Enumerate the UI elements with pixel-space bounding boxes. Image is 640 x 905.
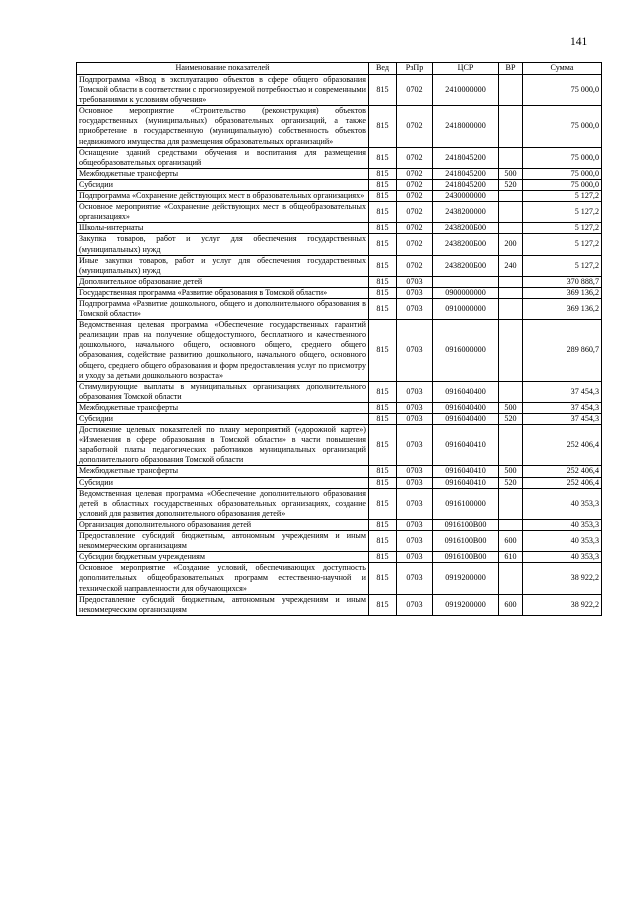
cell-vr bbox=[499, 147, 523, 168]
cell-sum: 37 454,3 bbox=[523, 381, 602, 402]
cell-vr bbox=[499, 106, 523, 147]
cell-rzpr: 0702 bbox=[397, 106, 433, 147]
table-row bbox=[77, 191, 602, 202]
cell-csr: 0916040410 bbox=[433, 425, 499, 466]
header-csr: ЦСР bbox=[433, 63, 499, 75]
cell-name: Школы-интернаты bbox=[77, 223, 369, 234]
table-row bbox=[77, 563, 602, 594]
cell-rzpr: 0702 bbox=[397, 179, 433, 190]
cell-sum: 40 353,3 bbox=[523, 552, 602, 563]
cell-rzpr: 0703 bbox=[397, 320, 433, 382]
cell-ved: 815 bbox=[369, 425, 397, 466]
cell-csr: 0916040400 bbox=[433, 414, 499, 425]
cell-rzpr: 0703 bbox=[397, 552, 433, 563]
cell-name: Субсидии bbox=[77, 179, 369, 190]
cell-ved: 815 bbox=[369, 234, 397, 255]
cell-name: Межбюджетные трансферты bbox=[77, 402, 369, 413]
cell-name: Стимулирующие выплаты в муниципальных организациях дополнительного образования Томской области bbox=[77, 381, 369, 402]
cell-csr: 0919200000 bbox=[433, 563, 499, 594]
table-row bbox=[77, 287, 602, 298]
cell-ved: 815 bbox=[369, 414, 397, 425]
header-rzpr: РзПр bbox=[397, 63, 433, 75]
table-row bbox=[77, 106, 602, 147]
cell-ved: 815 bbox=[369, 255, 397, 276]
cell-vr bbox=[499, 563, 523, 594]
cell-csr: 2418000000 bbox=[433, 106, 499, 147]
cell-rzpr: 0703 bbox=[397, 381, 433, 402]
cell-sum: 5 127,2 bbox=[523, 234, 602, 255]
cell-sum: 38 922,2 bbox=[523, 594, 602, 615]
cell-vr: 600 bbox=[499, 594, 523, 615]
cell-vr: 500 bbox=[499, 402, 523, 413]
table-row bbox=[77, 594, 602, 615]
table-header-row bbox=[77, 63, 602, 75]
cell-rzpr: 0703 bbox=[397, 477, 433, 488]
cell-rzpr: 0703 bbox=[397, 594, 433, 615]
cell-vr: 520 bbox=[499, 477, 523, 488]
cell-rzpr: 0702 bbox=[397, 223, 433, 234]
cell-csr: 0916040400 bbox=[433, 381, 499, 402]
cell-rzpr: 0702 bbox=[397, 255, 433, 276]
table-row bbox=[77, 75, 602, 106]
cell-vr bbox=[499, 320, 523, 382]
table-row bbox=[77, 234, 602, 255]
budget-table bbox=[76, 62, 602, 616]
cell-ved: 815 bbox=[369, 552, 397, 563]
cell-rzpr: 0703 bbox=[397, 488, 433, 519]
cell-rzpr: 0702 bbox=[397, 147, 433, 168]
cell-vr: 610 bbox=[499, 552, 523, 563]
cell-ved: 815 bbox=[369, 477, 397, 488]
cell-vr: 520 bbox=[499, 179, 523, 190]
cell-vr: 200 bbox=[499, 234, 523, 255]
cell-csr: 2418045200 bbox=[433, 147, 499, 168]
cell-csr: 0916100В00 bbox=[433, 531, 499, 552]
table-row bbox=[77, 179, 602, 190]
table-row bbox=[77, 402, 602, 413]
cell-ved: 815 bbox=[369, 563, 397, 594]
cell-vr bbox=[499, 381, 523, 402]
table-row bbox=[77, 414, 602, 425]
cell-rzpr: 0703 bbox=[397, 287, 433, 298]
cell-sum: 37 454,3 bbox=[523, 414, 602, 425]
cell-rzpr: 0703 bbox=[397, 563, 433, 594]
cell-name: Закупка товаров, работ и услуг для обеспечения государственных (муниципальных) нужд bbox=[77, 234, 369, 255]
cell-sum: 252 406,4 bbox=[523, 425, 602, 466]
cell-csr: 0916040400 bbox=[433, 402, 499, 413]
table-row bbox=[77, 223, 602, 234]
cell-name: Дополнительное образование детей bbox=[77, 276, 369, 287]
cell-ved: 815 bbox=[369, 402, 397, 413]
cell-ved: 815 bbox=[369, 594, 397, 615]
cell-vr bbox=[499, 191, 523, 202]
cell-sum: 37 454,3 bbox=[523, 402, 602, 413]
cell-sum: 5 127,2 bbox=[523, 223, 602, 234]
cell-csr: 2418045200 bbox=[433, 168, 499, 179]
cell-sum: 252 406,4 bbox=[523, 466, 602, 477]
cell-name: Оснащение зданий средствами обучения и воспитания для размещения общеобразовательных организаций bbox=[77, 147, 369, 168]
cell-rzpr: 0702 bbox=[397, 168, 433, 179]
cell-name: Подпрограмма «Ввод в эксплуатацию объектов в сфере общего образования Томской области в соответствии с прогнозируемой потребностью и современными требованиями к условиям обучения» bbox=[77, 75, 369, 106]
cell-name: Предоставление субсидий бюджетным, автономным учреждениям и иным некоммерческим организациям bbox=[77, 531, 369, 552]
cell-rzpr: 0703 bbox=[397, 531, 433, 552]
cell-rzpr: 0702 bbox=[397, 234, 433, 255]
table-row bbox=[77, 320, 602, 382]
cell-csr: 2438200Б00 bbox=[433, 255, 499, 276]
cell-rzpr: 0702 bbox=[397, 202, 433, 223]
cell-name: Иные закупки товаров, работ и услуг для обеспечения государственных (муниципальных) нужд bbox=[77, 255, 369, 276]
cell-name: Государственная программа «Развитие образования в Томской области» bbox=[77, 287, 369, 298]
cell-rzpr: 0703 bbox=[397, 402, 433, 413]
cell-sum: 75 000,0 bbox=[523, 106, 602, 147]
cell-vr: 520 bbox=[499, 414, 523, 425]
cell-name: Ведомственная целевая программа «Обеспечение дополнительного образования детей в областных государственных образовательных организациях, создание условий для развития дополнительного образования детей» bbox=[77, 488, 369, 519]
cell-csr: 0900000000 bbox=[433, 287, 499, 298]
cell-ved: 815 bbox=[369, 531, 397, 552]
cell-sum: 289 860,7 bbox=[523, 320, 602, 382]
cell-vr bbox=[499, 75, 523, 106]
table-row bbox=[77, 466, 602, 477]
cell-sum: 40 353,3 bbox=[523, 488, 602, 519]
cell-csr: 2410000000 bbox=[433, 75, 499, 106]
cell-name: Субсидии бюджетным учреждениям bbox=[77, 552, 369, 563]
cell-vr bbox=[499, 202, 523, 223]
cell-csr: 2438200000 bbox=[433, 202, 499, 223]
table-row bbox=[77, 488, 602, 519]
cell-name: Субсидии bbox=[77, 477, 369, 488]
cell-name: Подпрограмма «Сохранение действующих мест в образовательных организациях» bbox=[77, 191, 369, 202]
cell-csr: 0910000000 bbox=[433, 298, 499, 319]
cell-sum: 5 127,2 bbox=[523, 255, 602, 276]
cell-sum: 5 127,2 bbox=[523, 191, 602, 202]
cell-ved: 815 bbox=[369, 202, 397, 223]
table-body bbox=[77, 75, 602, 616]
cell-name: Достижение целевых показателей по плану мероприятий («дорожной карте») «Изменения в сфере образования в Томской области» в части повышения заработной платы педагогических работников муниципальных организаций дополнительного образования Томской области bbox=[77, 425, 369, 466]
table-row bbox=[77, 147, 602, 168]
cell-ved: 815 bbox=[369, 179, 397, 190]
cell-vr bbox=[499, 488, 523, 519]
cell-csr: 0919200000 bbox=[433, 594, 499, 615]
cell-sum: 369 136,2 bbox=[523, 287, 602, 298]
cell-sum: 40 353,3 bbox=[523, 531, 602, 552]
cell-sum: 75 000,0 bbox=[523, 168, 602, 179]
cell-ved: 815 bbox=[369, 466, 397, 477]
cell-rzpr: 0703 bbox=[397, 276, 433, 287]
header-name: Наименование показателей bbox=[77, 63, 369, 75]
cell-vr bbox=[499, 276, 523, 287]
cell-vr: 500 bbox=[499, 168, 523, 179]
cell-ved: 815 bbox=[369, 519, 397, 530]
header-sum: Сумма bbox=[523, 63, 602, 75]
table-row bbox=[77, 531, 602, 552]
page-number: 141 bbox=[570, 36, 588, 48]
cell-ved: 815 bbox=[369, 276, 397, 287]
cell-sum: 75 000,0 bbox=[523, 75, 602, 106]
cell-ved: 815 bbox=[369, 320, 397, 382]
cell-ved: 815 bbox=[369, 106, 397, 147]
cell-name: Предоставление субсидий бюджетным, автономным учреждениям и иным некоммерческим организациям bbox=[77, 594, 369, 615]
cell-sum: 252 406,4 bbox=[523, 477, 602, 488]
cell-sum: 40 353,3 bbox=[523, 519, 602, 530]
cell-rzpr: 0703 bbox=[397, 466, 433, 477]
cell-csr: 2438200Б00 bbox=[433, 234, 499, 255]
cell-vr bbox=[499, 287, 523, 298]
cell-rzpr: 0702 bbox=[397, 191, 433, 202]
cell-rzpr: 0702 bbox=[397, 75, 433, 106]
cell-csr bbox=[433, 276, 499, 287]
cell-ved: 815 bbox=[369, 287, 397, 298]
cell-sum: 75 000,0 bbox=[523, 147, 602, 168]
table-row bbox=[77, 519, 602, 530]
cell-csr: 0916040410 bbox=[433, 477, 499, 488]
cell-name: Подпрограмма «Развитие дошкольного, общего и дополнительного образования в Томской области» bbox=[77, 298, 369, 319]
cell-vr bbox=[499, 519, 523, 530]
table-row bbox=[77, 381, 602, 402]
cell-sum: 38 922,2 bbox=[523, 563, 602, 594]
header-ved: Вед bbox=[369, 63, 397, 75]
cell-name: Основное мероприятие «Строительство (реконструкция) объектов государственных (муниципальных) образовательных организаций, а также приобретение в государственную (муниципальную) собственность объектов недвижимого имущества для размещения образовательных организаций» bbox=[77, 106, 369, 147]
cell-rzpr: 0703 bbox=[397, 414, 433, 425]
cell-rzpr: 0703 bbox=[397, 519, 433, 530]
cell-vr: 600 bbox=[499, 531, 523, 552]
cell-name: Межбюджетные трансферты bbox=[77, 466, 369, 477]
cell-name: Межбюджетные трансферты bbox=[77, 168, 369, 179]
cell-ved: 815 bbox=[369, 191, 397, 202]
table-row bbox=[77, 298, 602, 319]
cell-csr: 2438200Б00 bbox=[433, 223, 499, 234]
table-row bbox=[77, 477, 602, 488]
cell-ved: 815 bbox=[369, 298, 397, 319]
cell-csr: 0916100В00 bbox=[433, 552, 499, 563]
cell-csr: 2430000000 bbox=[433, 191, 499, 202]
cell-vr bbox=[499, 425, 523, 466]
table-row bbox=[77, 168, 602, 179]
cell-rzpr: 0703 bbox=[397, 298, 433, 319]
cell-sum: 370 888,7 bbox=[523, 276, 602, 287]
cell-csr: 0916000000 bbox=[433, 320, 499, 382]
cell-csr: 0916100В00 bbox=[433, 519, 499, 530]
cell-name: Основное мероприятие «Сохранение действующих мест в общеобразовательных организациях» bbox=[77, 202, 369, 223]
table-row bbox=[77, 552, 602, 563]
cell-ved: 815 bbox=[369, 168, 397, 179]
cell-ved: 815 bbox=[369, 223, 397, 234]
cell-sum: 5 127,2 bbox=[523, 202, 602, 223]
cell-vr: 240 bbox=[499, 255, 523, 276]
header-vr: ВР bbox=[499, 63, 523, 75]
cell-ved: 815 bbox=[369, 147, 397, 168]
table-row bbox=[77, 425, 602, 466]
cell-vr bbox=[499, 223, 523, 234]
cell-vr bbox=[499, 298, 523, 319]
table-row bbox=[77, 202, 602, 223]
cell-csr: 2418045200 bbox=[433, 179, 499, 190]
cell-sum: 369 136,2 bbox=[523, 298, 602, 319]
cell-vr: 500 bbox=[499, 466, 523, 477]
cell-csr: 0916100000 bbox=[433, 488, 499, 519]
cell-ved: 815 bbox=[369, 488, 397, 519]
cell-name: Субсидии bbox=[77, 414, 369, 425]
cell-ved: 815 bbox=[369, 381, 397, 402]
cell-name: Основное мероприятие «Создание условий, обеспечивающих доступность дополнительных общеобразовательных программ естественно-научной и технической направленности для обучающихся» bbox=[77, 563, 369, 594]
table-row bbox=[77, 255, 602, 276]
cell-sum: 75 000,0 bbox=[523, 179, 602, 190]
cell-name: Организация дополнительного образования детей bbox=[77, 519, 369, 530]
cell-csr: 0916040410 bbox=[433, 466, 499, 477]
cell-rzpr: 0703 bbox=[397, 425, 433, 466]
cell-name: Ведомственная целевая программа «Обеспечение государственных гарантий реализации прав на получение общедоступного, бесплатного и качественного дошкольного, начального общего, основного общего, среднего общего образования, содействие развитию дошкольного, начального общего, основного общего, среднего общего образования и форм предоставления услуг по присмотру и уходу за детьми дошкольного возраста» bbox=[77, 320, 369, 382]
table-row bbox=[77, 276, 602, 287]
cell-ved: 815 bbox=[369, 75, 397, 106]
